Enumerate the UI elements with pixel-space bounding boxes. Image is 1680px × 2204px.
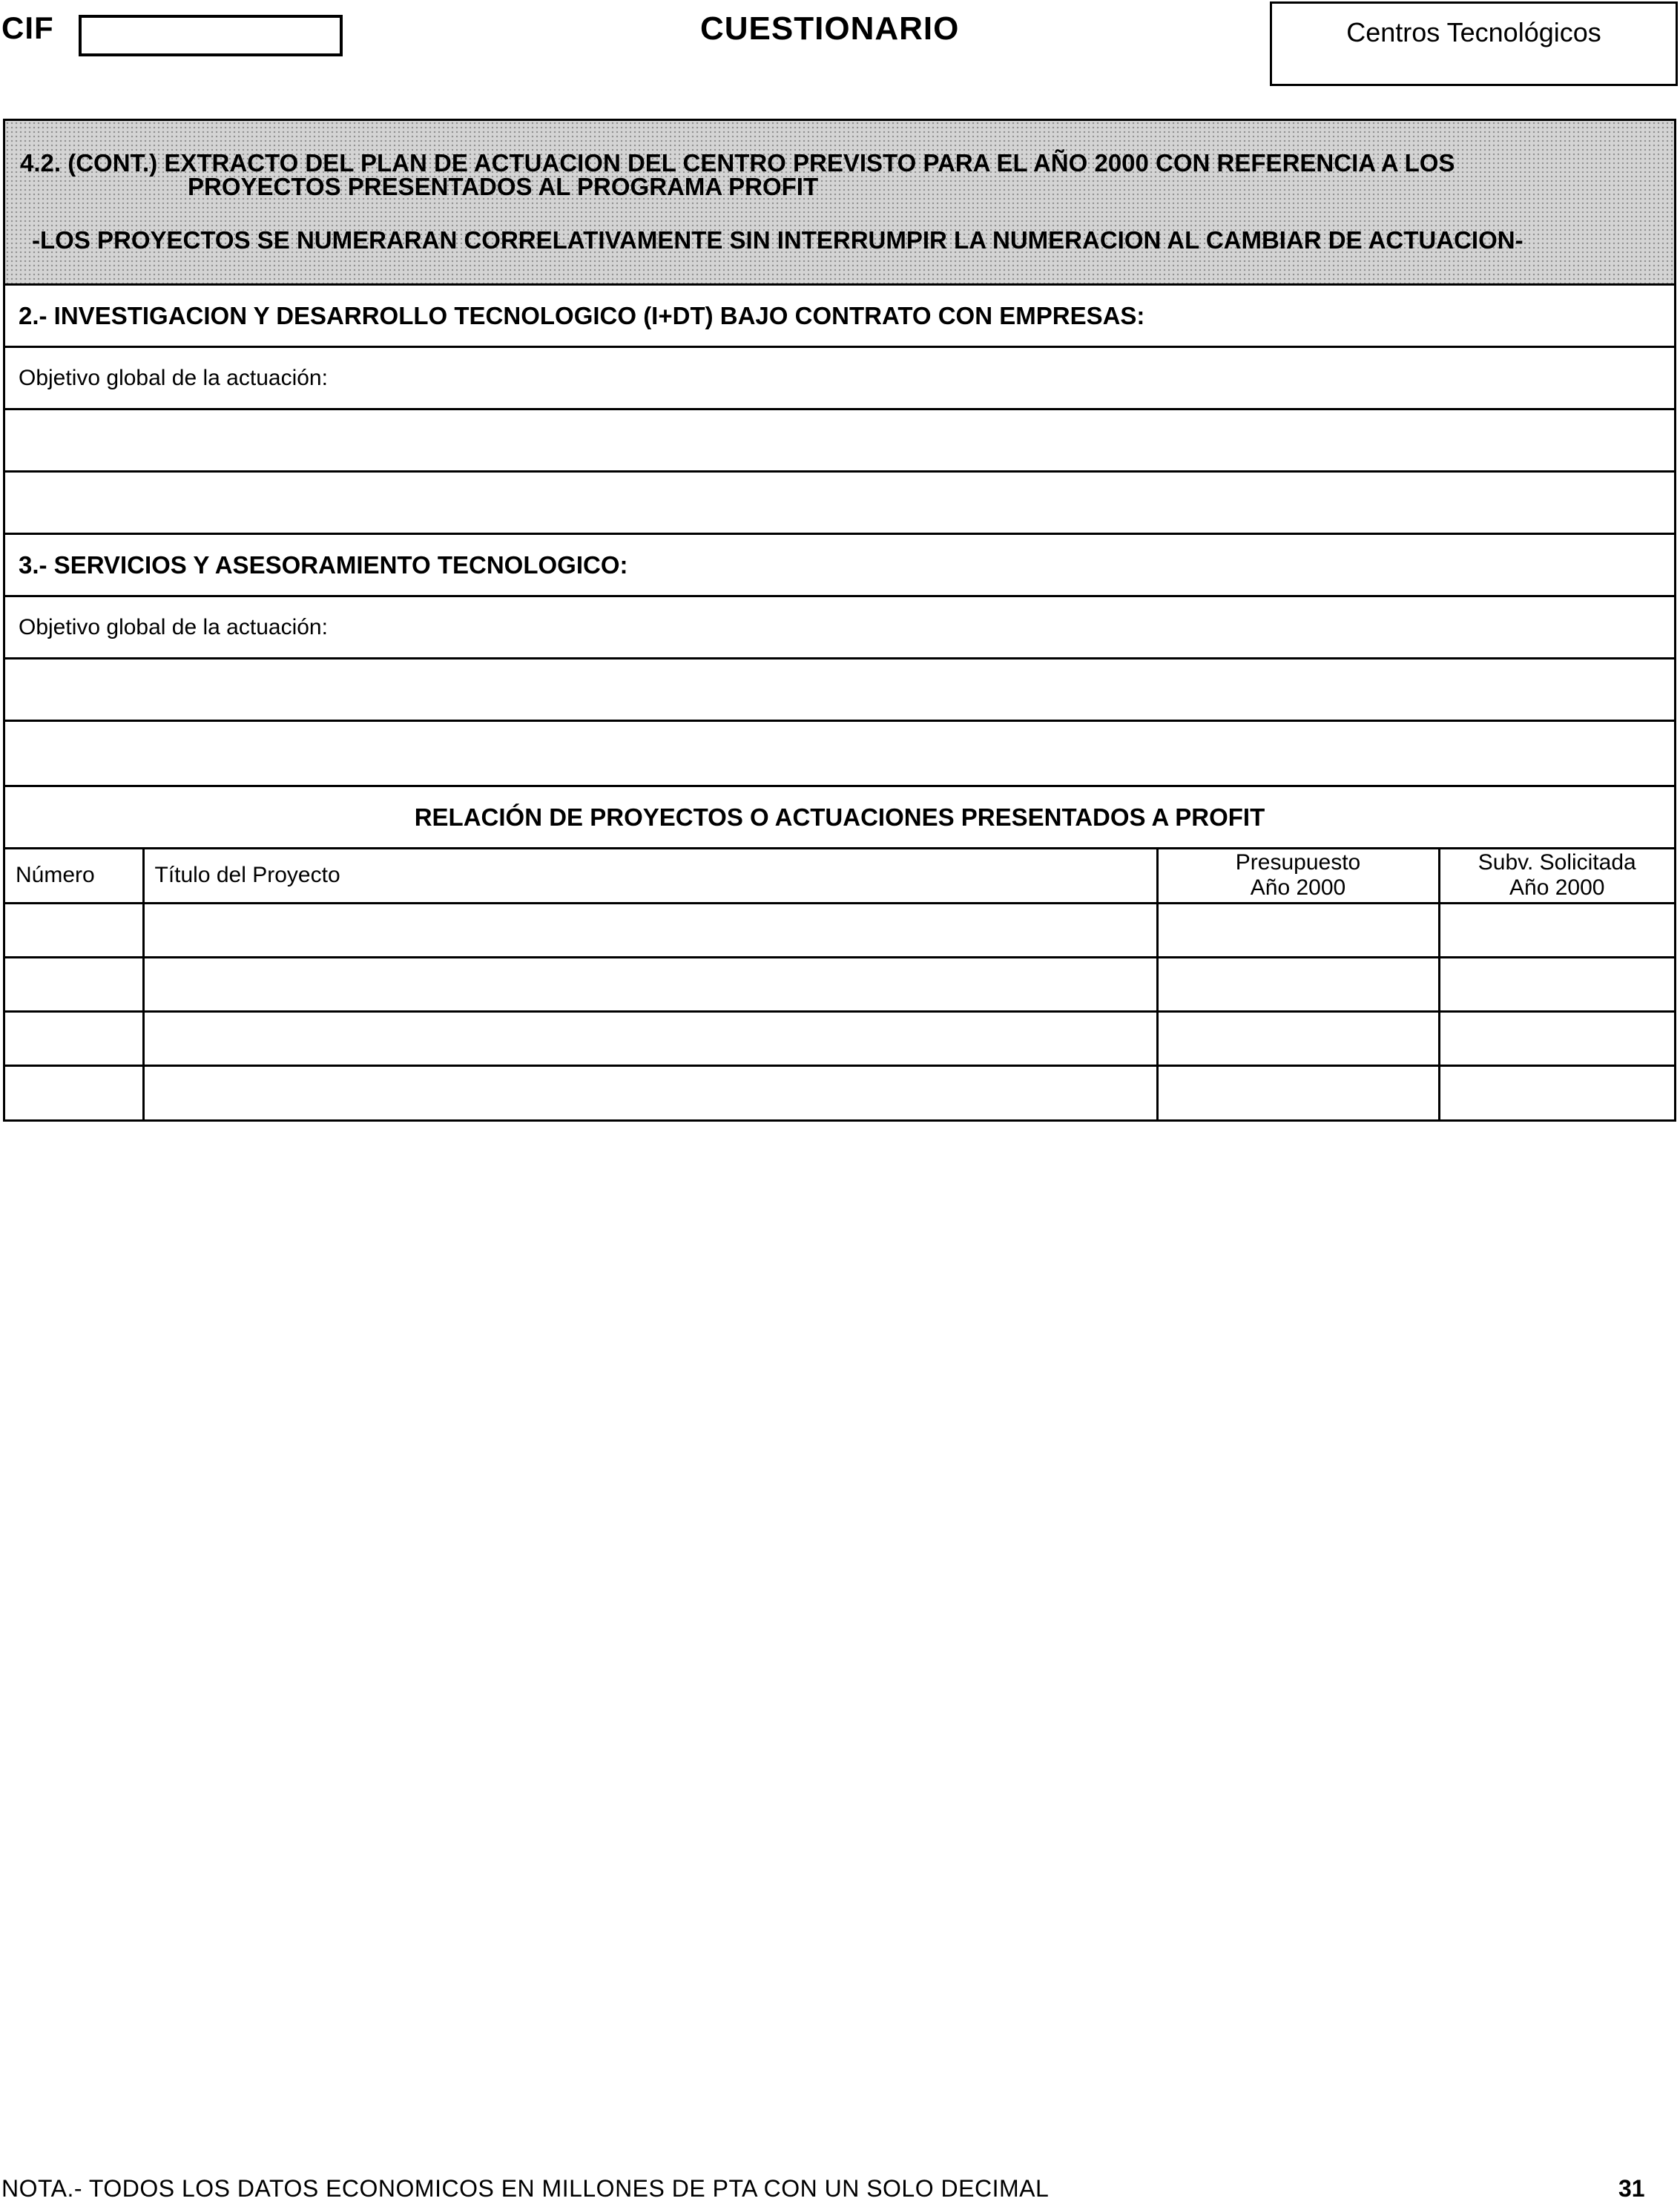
relation-title: RELACIÓN DE PROYECTOS O ACTUACIONES PRESENTADOS A PROFIT [414,803,1265,831]
col-header-titulo: Título del Proyecto [143,849,1157,903]
col-header-presupuesto [1157,849,1439,903]
table-row [5,903,1674,957]
cif-input[interactable] [79,15,343,56]
questionnaire-form [3,119,1676,1122]
section-3-title: 3.- SERVICIOS Y ASESORAMIENTO TECNOLOGICO: [19,551,628,579]
cell-presupuesto[interactable] [1157,903,1439,957]
col-header-numero: Número [5,849,143,903]
section-2-objective-row[interactable] [5,348,1674,410]
footer-note: NOTA.- TODOS LOS DATOS ECONOMICOS EN MILLONES DE PTA CON UN SOLO DECIMAL [1,2175,1050,2202]
section-3-header [5,535,1674,597]
category-label: Centros Tecnológicos [1346,17,1601,47]
cell-titulo[interactable] [143,1011,1157,1065]
table-row [5,1011,1674,1065]
section-2-objective-label: Objetivo global de la actuación: [19,366,328,390]
cell-numero[interactable] [5,903,143,957]
page-title: CUESTIONARIO [700,10,960,47]
section-3-objective-line-2[interactable] [5,722,1674,787]
table-row [5,1065,1674,1119]
cell-subvencion[interactable] [1439,1011,1674,1065]
cell-presupuesto[interactable] [1157,1065,1439,1119]
section-2-header [5,286,1674,348]
cell-titulo[interactable] [143,957,1157,1011]
cif-label: CIF [1,10,54,45]
col-header-presupuesto-line2: Año 2000 [1250,875,1346,901]
col-header-subvencion-line1: Subv. Solicitada [1478,850,1636,875]
section-3-objective-row[interactable] [5,597,1674,659]
col-header-presupuesto-line1: Presupuesto [1235,850,1361,875]
category-box [1270,1,1678,86]
cell-subvencion[interactable] [1439,957,1674,1011]
section-header-shaded [5,121,1674,286]
table-header-row [5,849,1674,903]
projects-table [5,849,1674,1119]
section-heading-line1: 4.2. (CONT.) EXTRACTO DEL PLAN DE ACTUACION DEL CENTRO PREVISTO PARA EL AÑO 2000 CON REFERENCIA A LOS [20,149,1455,177]
cell-titulo[interactable] [143,1065,1157,1119]
section-3-objective-label: Objetivo global de la actuación: [19,615,328,639]
numbering-instruction: -LOS PROYECTOS SE NUMERARAN CORRELATIVAMENTE SIN INTERRUMPIR LA NUMERACION AL CAMBIAR DE ACTUACION- [32,226,1523,254]
cell-presupuesto[interactable] [1157,1011,1439,1065]
cell-presupuesto[interactable] [1157,957,1439,1011]
table-row [5,957,1674,1011]
cell-numero[interactable] [5,1011,143,1065]
projects-table-wrap [5,849,1674,1119]
section-3-objective-line-1[interactable] [5,659,1674,722]
section-2-objective-line-1[interactable] [5,410,1674,473]
section-2-objective-line-2[interactable] [5,473,1674,535]
cell-numero[interactable] [5,957,143,1011]
section-heading-line2: PROYECTOS PRESENTADOS AL PROGRAMA PROFIT [188,173,819,200]
section-2-title: 2.- INVESTIGACION Y DESARROLLO TECNOLOGICO (I+DT) BAJO CONTRATO CON EMPRESAS: [19,302,1145,329]
col-header-subvencion-line2: Año 2000 [1509,875,1605,901]
cell-subvencion[interactable] [1439,1065,1674,1119]
page-number: 31 [1618,2175,1645,2202]
cell-titulo[interactable] [143,903,1157,957]
cell-subvencion[interactable] [1439,903,1674,957]
cell-numero[interactable] [5,1065,143,1119]
col-header-subvencion [1439,849,1674,903]
relation-header [5,787,1674,849]
